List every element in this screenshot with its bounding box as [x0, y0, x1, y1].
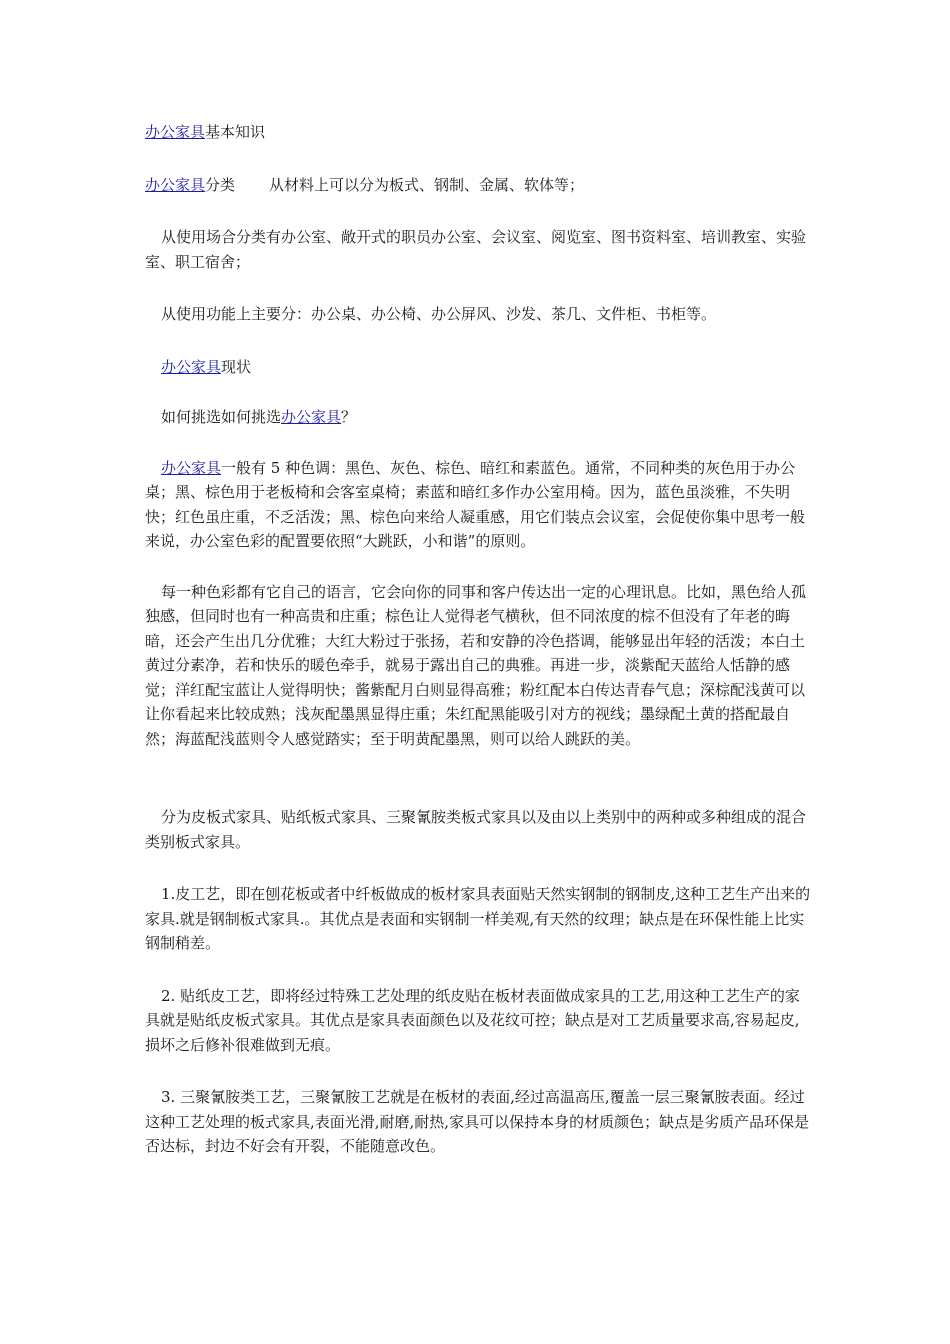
office-furniture-link[interactable]: 办公家具 — [145, 175, 206, 194]
panel-types-paragraph: 分为皮板式家具、贴纸板式家具、三聚氰胺类板式家具以及由以上类别中的两种或多种组成的混合类别板式家具。 — [145, 808, 807, 851]
process-item-2: 2. 贴纸皮工艺，即将经过特殊工艺处理的纸皮贴在板材表面做成家具的工艺,用这种工艺生产的家具就是贴纸皮板式家具。其优点是家具表面颜色以及花纹可控；缺点是对工艺质量要求高,容易起皮,损坏之后修补很难做到无痕。 — [145, 986, 800, 1054]
functions-paragraph: 从使用功能上主要分：办公桌、办公椅、办公屏风、沙发、茶几、文件柜、书柜等。 — [161, 305, 717, 323]
office-furniture-link[interactable]: 办公家具 — [145, 123, 206, 141]
material-classification: 从材料上可以分为板式、钢制、金属、软体等； — [269, 175, 585, 194]
colors-paragraph — [145, 456, 813, 554]
office-furniture-link[interactable]: 办公家具 — [281, 408, 342, 426]
heading-text: 基本知识 — [205, 123, 266, 141]
office-furniture-link[interactable]: 办公家具 — [161, 357, 222, 376]
process-item-1: 1.皮工艺，即在刨花板或者中纤板做成的板材家具表面贴天然实钢制的钢制皮,这种工艺生产出来的家具.就是钢制板式家具.。其优点是表面和实钢制一样美观,有天然的纹理；缺点是在环保性能上比实钢制稍差。 — [145, 885, 811, 952]
classification-line — [145, 173, 813, 198]
heading — [145, 120, 813, 145]
status-text: 现状 — [221, 357, 252, 376]
process-item-3: 3. 三聚氰胺类工艺，三聚氰胺工艺就是在板材的表面,经过高温高压,覆盖一层三聚氰胺表面。经过这种工艺处理的板式家具,表面光滑,耐磨,耐热,家具可以保持本身的材质颜色；缺点是劣质产品环保是否达标，封边不好会有开裂，不能随意改色。 — [145, 1088, 810, 1155]
status-line — [145, 355, 813, 380]
how-to-choose-line: 如何挑选如何挑选办公家具？ — [161, 408, 357, 426]
usage-places-paragraph: 从使用场合分类有办公室、敞开式的职员办公室、会议室、阅览室、图书资料室、培训教室、实验室、职工宿舍； — [145, 228, 807, 271]
office-furniture-link[interactable]: 办公家具 — [161, 458, 222, 477]
classification-label: 分类 — [205, 175, 236, 194]
document-body — [145, 120, 813, 1159]
color-language-paragraph: 每一种色彩都有它自己的语言，它会向你的同事和客户传达出一定的心理讯息。比如，黑色给人孤独感，但同时也有一种高贵和庄重；棕色让人觉得老气横秋，但不同浓度的棕不但没有了年老的晦暗，还会产生出几分优雅；大红大粉过于张扬，若和安静的冷色搭调，能够显出年轻的活泼；本白土黄过分素净，若和快乐的暖色牵手，就易于露出自己的典雅。再进一步，淡紫配天蓝给人恬静的感觉；洋红配宝蓝让人觉得明快；酱紫配月白则显得高雅；粉红配本白传达青春气息；深棕配浅黄可以让你看起来比较成熟；浅灰配墨黑显得庄重；朱红配黑能吸引对方的视线；墨绿配土黄的搭配最自然；海蓝配浅蓝则令人感觉踏实；至于明黄配墨黑，则可以给人跳跃的美。 — [145, 582, 807, 748]
colors-text: 一般有 5 种色调：黑色、灰色、棕色、暗红和素蓝色。通常，不同种类的灰色用于办公桌；黑、棕色用于老板椅和会客室桌椅；素蓝和暗红多作办公室用椅。因为，蓝色虽淡雅，不失明快；红色虽庄重，不乏活泼；黑、棕色向来给人凝重感，用它们装点会议室，会促使你集中思考一般来说，办公室色彩的配置要依照“大跳跃，小和谐”的原则。 — [145, 458, 806, 550]
